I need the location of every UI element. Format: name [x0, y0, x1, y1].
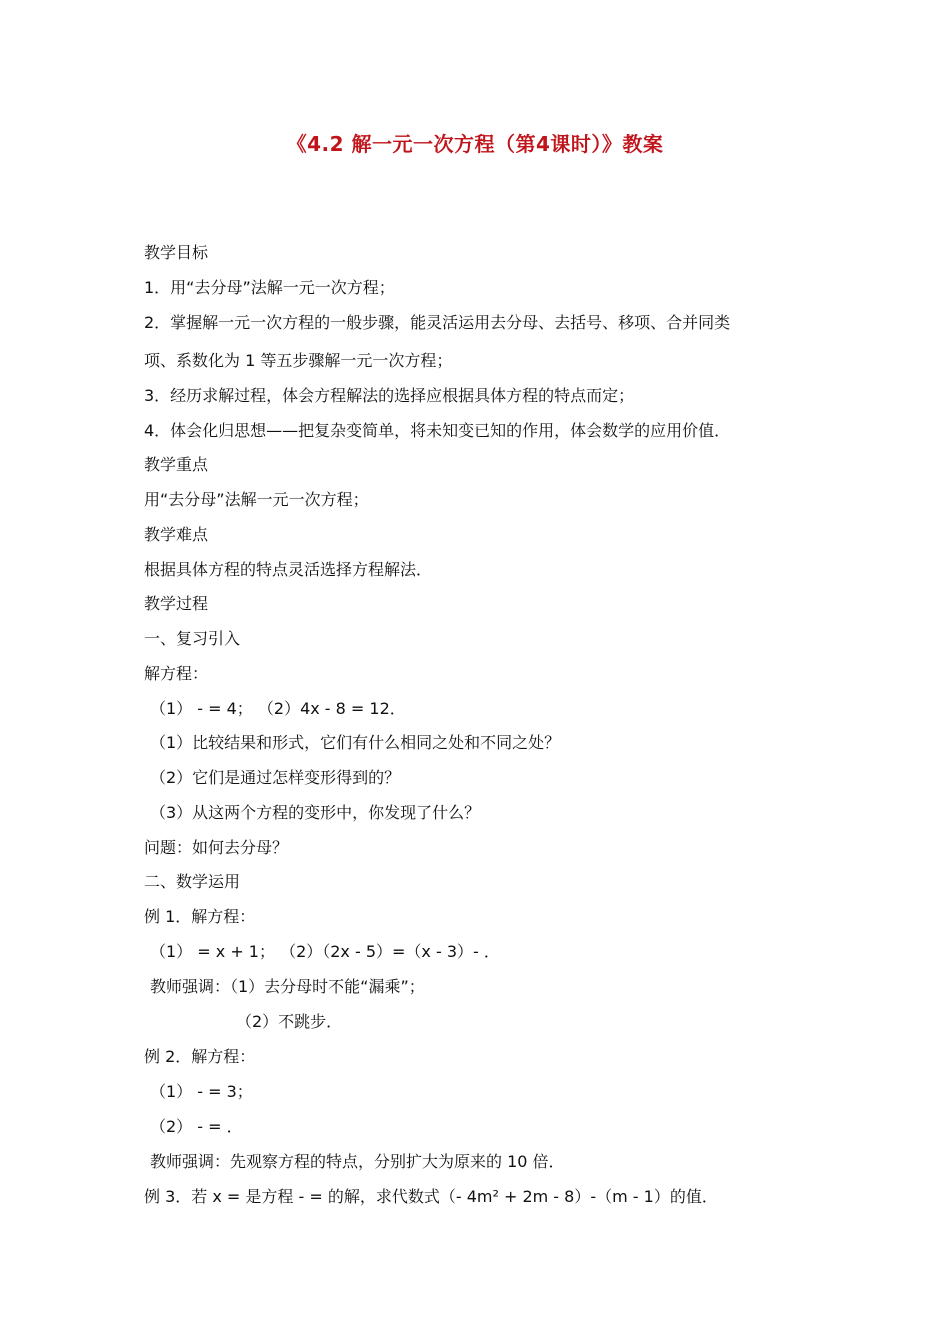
review-question-2: （2）它们是通过怎样变形得到的？ [150, 768, 401, 787]
example-3-text: 例 3．若 x = 是方程 - = 的解，求代数式（- 4m² + 2m - 8）-（m - 1）的值． [144, 1187, 718, 1206]
example-1-equations: （1） = x + 1； （2）（2x - 5）=（x - 3）- ． [150, 942, 500, 961]
objective-3: 3．经历求解过程，体会方程解法的选择应根据具体方程的特点而定； [144, 386, 635, 405]
solve-equation-label: 解方程： [144, 664, 209, 683]
teacher-note-2: 教师强调：先观察方程的特点，分别扩大为原来的 10 倍． [150, 1152, 565, 1171]
teacher-note-1: 教师强调：（1）去分母时不能“漏乘”； [150, 977, 425, 996]
objective-2: 2．掌握解一元一次方程的一般步骤，能灵活运用去分母、去括号、移项、合并同类 [144, 313, 731, 332]
example-2-equation-2: （2） - = ． [150, 1117, 243, 1136]
question-denominator: 问题：如何去分母？ [144, 838, 289, 857]
section-heading-objectives: 教学目标 [144, 243, 209, 262]
section-heading-difficulties: 教学难点 [144, 525, 209, 544]
section-heading-process: 教学过程 [144, 594, 209, 613]
part-2-heading: 二、数学运用 [144, 872, 241, 891]
section-heading-key-points: 教学重点 [144, 455, 209, 474]
objective-1: 1．用“去分母”法解一元一次方程； [144, 278, 395, 297]
example-2-heading: 例 2．解方程： [144, 1047, 256, 1066]
objective-4: 4．体会化归思想——把复杂变简单，将未知变已知的作用，体会数学的应用价值． [144, 421, 731, 440]
teacher-note-1-continued: （2）不跳步． [236, 1012, 343, 1031]
part-1-heading: 一、复习引入 [144, 629, 241, 648]
review-question-3: （3）从这两个方程的变形中，你发现了什么？ [150, 803, 481, 822]
page-title: 《4.2 解一元一次方程（第4课时）》教案 [286, 132, 664, 156]
review-equations: （1） - = 4； （2）4x - 8 = 12． [150, 699, 406, 718]
review-question-1: （1）比较结果和形式，它们有什么相同之处和不同之处？ [150, 733, 561, 752]
example-2-equation-1: （1） - = 3； [150, 1082, 253, 1101]
key-point-text: 用“去分母”法解一元一次方程； [144, 490, 369, 509]
difficulty-text: 根据具体方程的特点灵活选择方程解法． [144, 560, 433, 579]
objective-2-continued: 项、系数化为 1 等五步骤解一元一次方程； [144, 351, 453, 370]
example-1-heading: 例 1．解方程： [144, 907, 256, 926]
